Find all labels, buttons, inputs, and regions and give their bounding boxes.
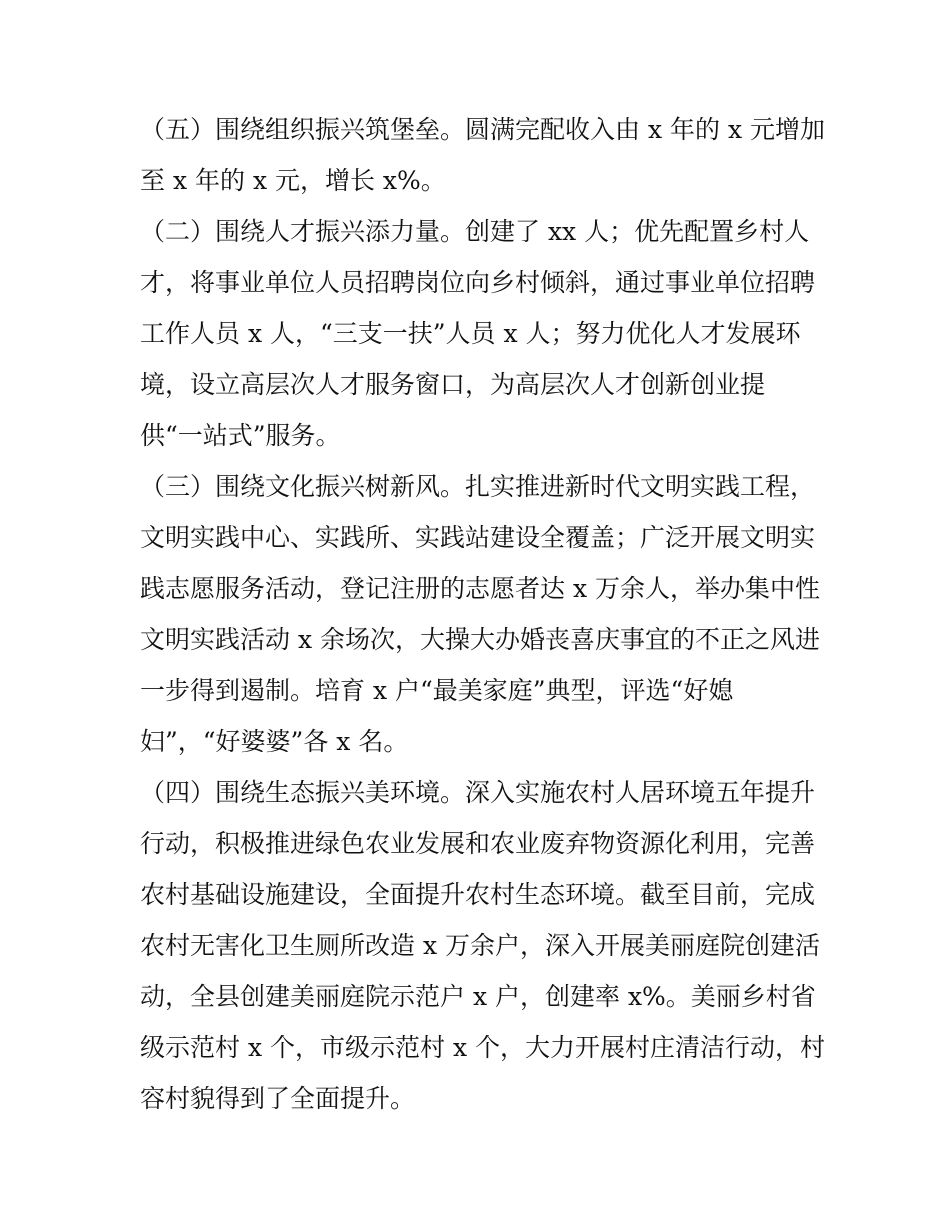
text-line: （五）围绕组织振兴筑堡垒。圆满完配收入由 x 年的 x 元增加 xyxy=(140,115,825,144)
text-line: 文明实践中心、实践所、实践站建设全覆盖；广泛开展文明实 xyxy=(140,523,816,552)
text-line: 级示范村 x 个，市级示范村 x 个，大力开展村庄清洁行动，村 xyxy=(140,1033,825,1062)
text-line: 一步得到遏制。培育 x 户“最美家庭”典型，评选“好媳 xyxy=(140,676,734,705)
text-line: （四）围绕生态振兴美环境。深入实施农村人居环境五年提升 xyxy=(140,778,816,807)
text-line: 文明实践活动 x 余场次，大操大办婚丧喜庆事宜的不正之风进 xyxy=(140,625,820,654)
text-line: 行动，积极推进绿色农业发展和农业废弃物资源化利用，完善 xyxy=(140,829,816,858)
text-line: 容村貌得到了全面提升。 xyxy=(140,1084,416,1113)
text-line: 至 x 年的 x 元，增长 x%。 xyxy=(140,166,446,195)
text-line: 农村无害化卫生厕所改造 x 万余户，深入开展美丽庭院创建活 xyxy=(140,931,820,960)
text-line: 妇”，“好婆婆”各 x 名。 xyxy=(140,727,409,756)
document-body xyxy=(140,104,825,1124)
text-line: （二）围绕人才振兴添力量。创建了 xx 人；优先配置乡村人 xyxy=(140,217,810,246)
text-line: 动，全县创建美丽庭院示范户 x 户，创建率 x%。美丽乡村省 xyxy=(140,982,816,1011)
text-line: 供“一站式”服务。 xyxy=(140,421,341,450)
text-line: 践志愿服务活动，登记注册的志愿者达 x 万余人，举办集中性 xyxy=(140,574,820,603)
text-line: （三）围绕文化振兴树新风。扎实推进新时代文明实践工程， xyxy=(140,472,816,501)
text-line: 工作人员 x 人，“三支一扶”人员 x 人；努力优化人才发展环 xyxy=(140,319,801,348)
text-line: 才，将事业单位人员招聘岗位向乡村倾斜，通过事业单位招聘 xyxy=(140,268,816,297)
text-line: 农村基础设施建设，全面提升农村生态环境。截至目前，完成 xyxy=(140,880,816,909)
text-line: 境，设立高层次人才服务窗口，为高层次人才创新创业提 xyxy=(140,370,766,399)
